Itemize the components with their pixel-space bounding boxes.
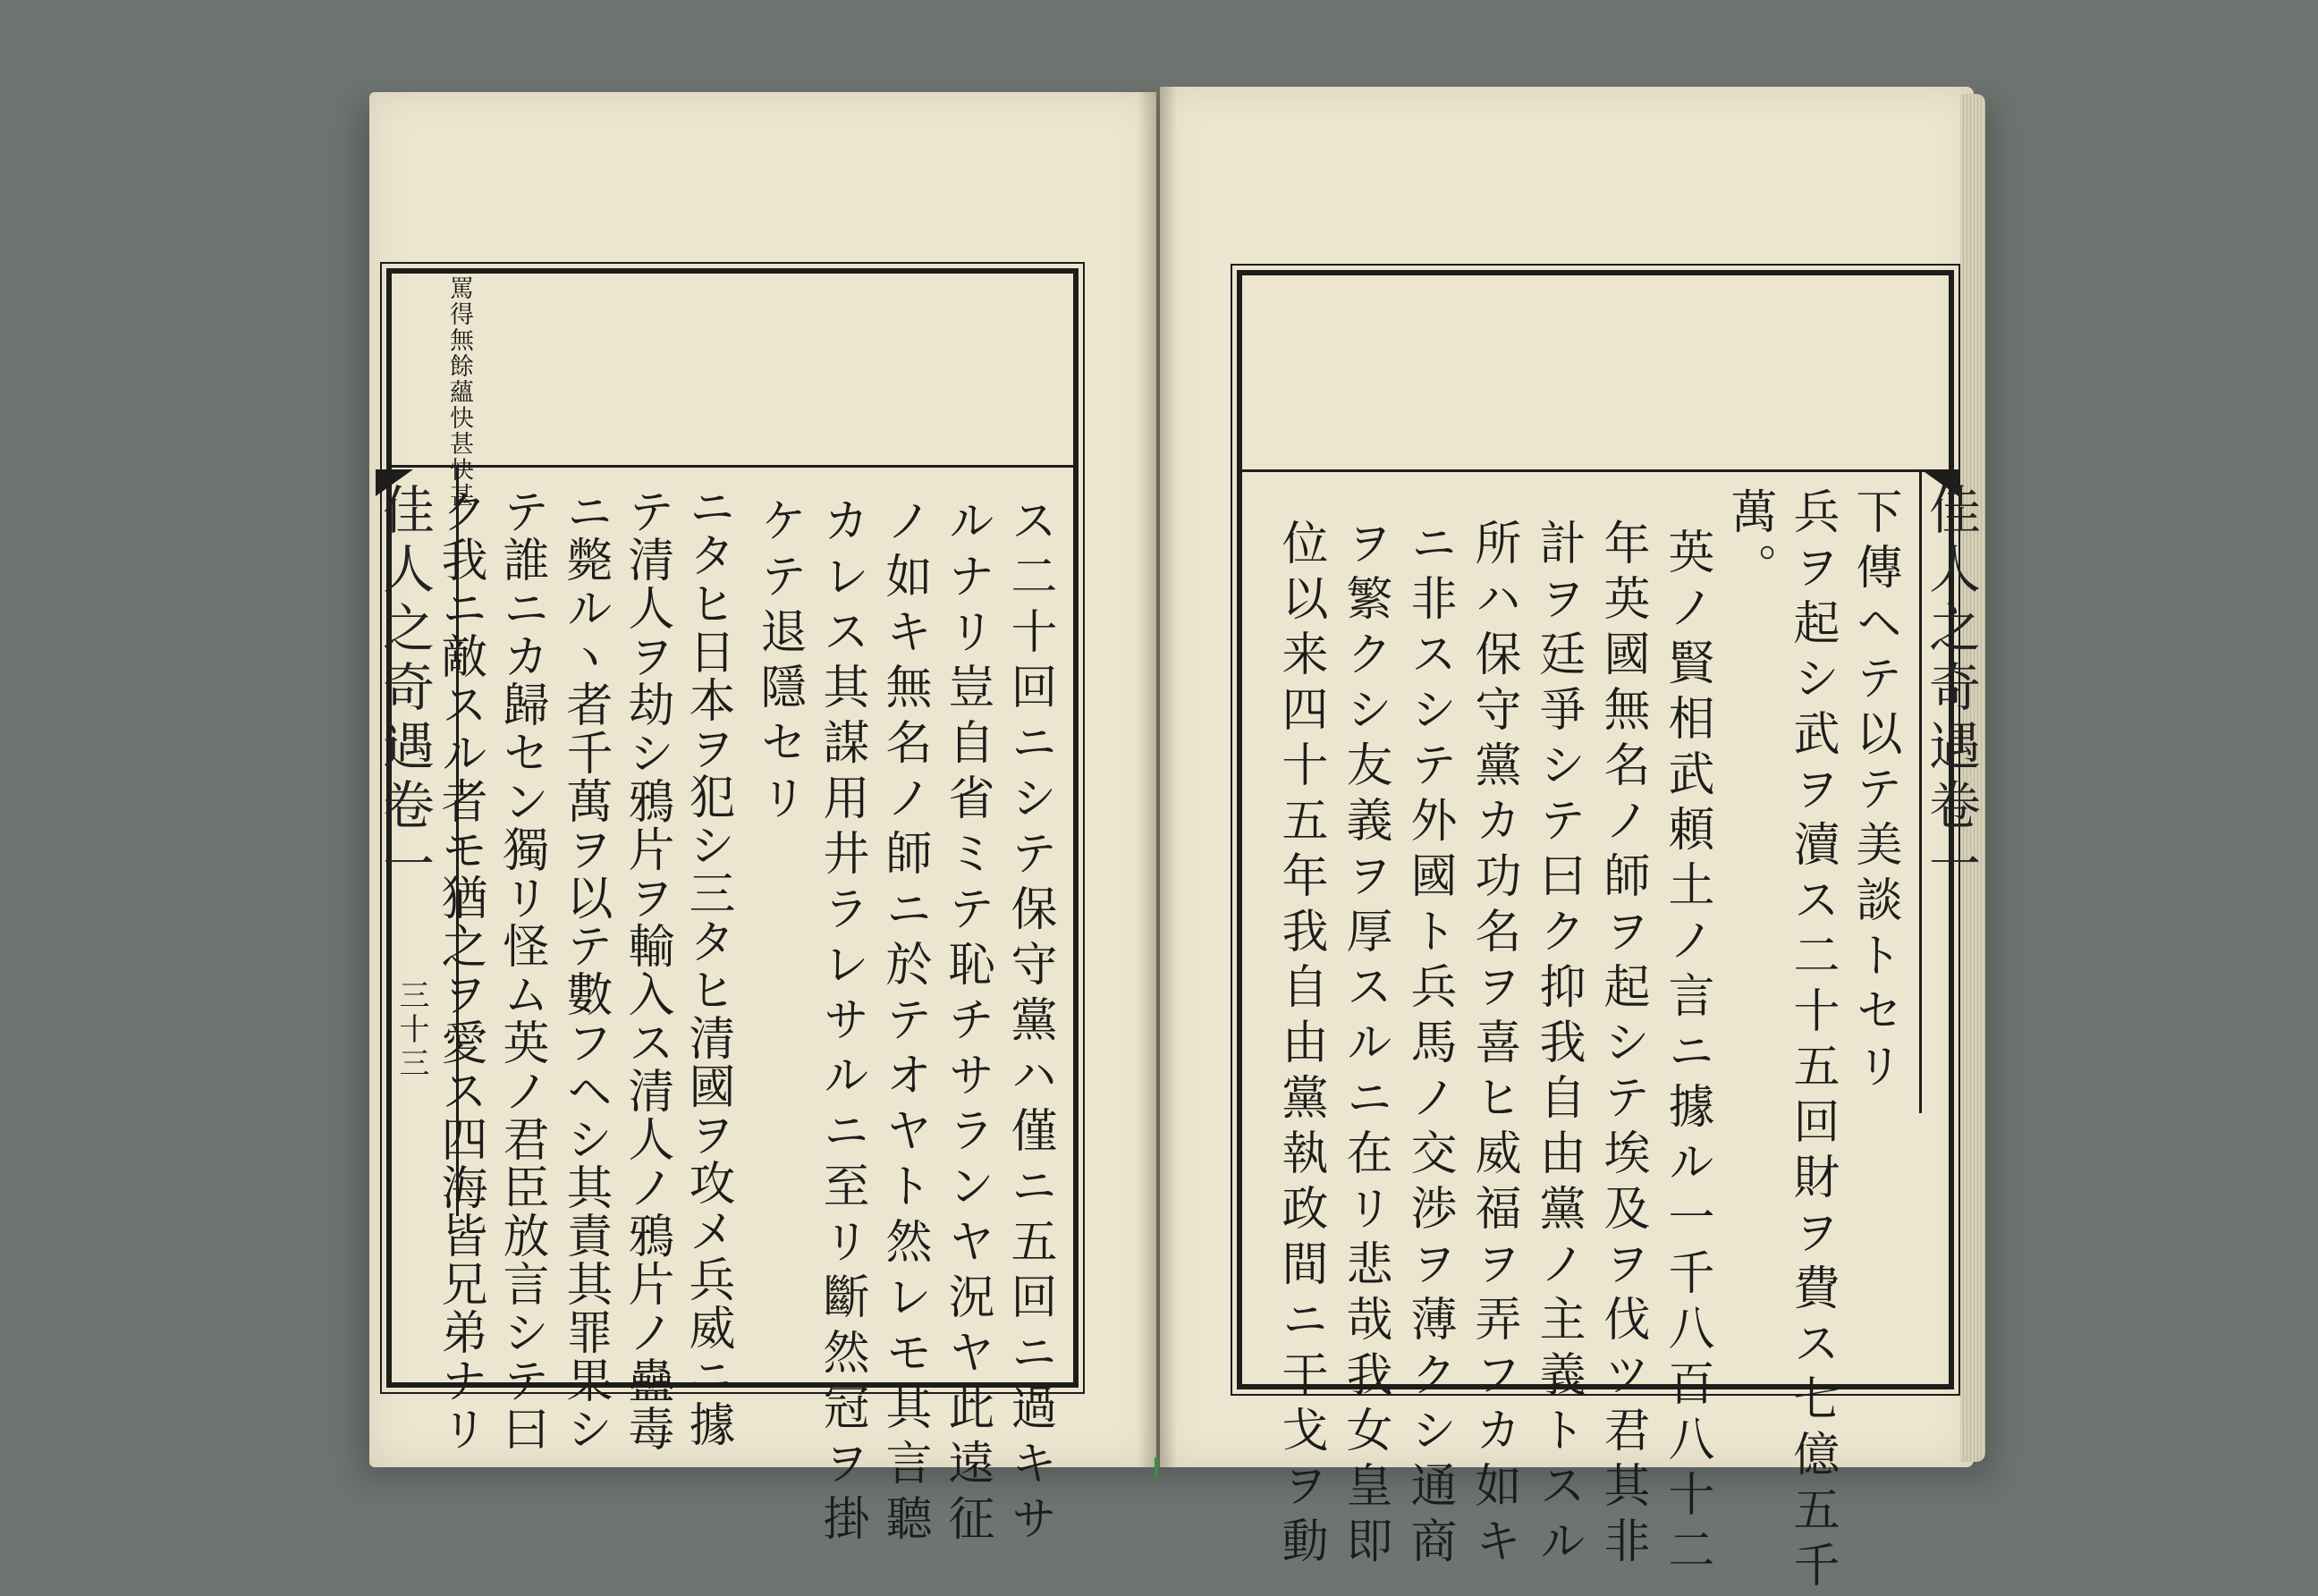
right-col-9: ヲ繁クシ友義ヲ厚スルニ在リ悲哉我女皇即 [1338,519,1392,1572]
right-running-title: 佳人之奇遇卷一 [1920,483,1981,896]
right-col-10: 位以来四十五年我自由黨執政間ニ干戈ヲ動 [1273,519,1327,1572]
right-col-2: 兵ヲ起シ武ヲ瀆ス二十五回財ヲ費ス七億五千 [1785,487,1839,1596]
right-col-4: 英ノ賢相武頼土ノ言ニ據ル一千八百八十二 [1660,528,1713,1581]
book-gutter [1138,87,1177,1467]
right-col-6: 計ヲ廷爭シテ曰ク抑我自由黨ノ主義トスル [1531,519,1585,1572]
left-col-4: カレス其謀用井ラレサルニ至リ斷然冠ヲ掛 [815,496,868,1550]
right-col-7: 所ハ保守黨カ功名ヲ喜ヒ威福ヲ弄フカ如キ [1467,519,1520,1572]
left-page-number: 三十三 [393,979,429,1081]
right-col-1: 下傳ヘテ以テ美談トセリ [1848,487,1901,1097]
left-col-1: ス二十回ニシテ保守黨ハ僅ニ五回ニ過キサ [1002,496,1056,1550]
right-col-8: ニ非スシテ外國ト兵馬ノ交渉ヲ薄クシ通商 [1402,519,1456,1572]
left-col-2: ルナリ豈自省ミテ恥チサランヤ況ヤ此遠征 [940,496,994,1550]
left-col-3: ノ如キ無名ノ師ニ於テオヤト然レモ其言聽 [877,496,931,1550]
left-headnote-rule [392,465,1073,468]
left-running-title: 佳人之奇遇卷一 [374,483,435,896]
left-col-10: ク我ニ敵スル者モ猶之ヲ愛ス四海皆兄弟ナリ [433,487,486,1453]
binding-thread [1155,1457,1158,1479]
right-col-5: 年英國無名ノ師ヲ起シテ埃及ヲ伐ツ君其非 [1595,519,1649,1572]
left-col-8: ニ斃ルヽ者千萬ヲ以テ數フヘシ其責其罪果シ [558,487,612,1453]
left-col-5: ケテ退隱セリ [752,496,806,829]
left-col-9: テ誰ニカ歸セン獨リ怪ム英ノ君臣放言シテ曰 [495,487,548,1453]
left-headnote: 罵得無餘蘊快甚快甚 [445,275,473,509]
left-col-6: ニタヒ日本ヲ犯シ三タヒ清國ヲ攻メ兵威ニ據 [681,483,734,1448]
right-headnote-rule [1242,469,1938,472]
left-col-7: テ清人ヲ劫シ鴉片ヲ輸入ス清人ノ鴉片ノ蠱毒 [620,487,673,1453]
right-col-3: 萬。 [1722,487,1776,598]
